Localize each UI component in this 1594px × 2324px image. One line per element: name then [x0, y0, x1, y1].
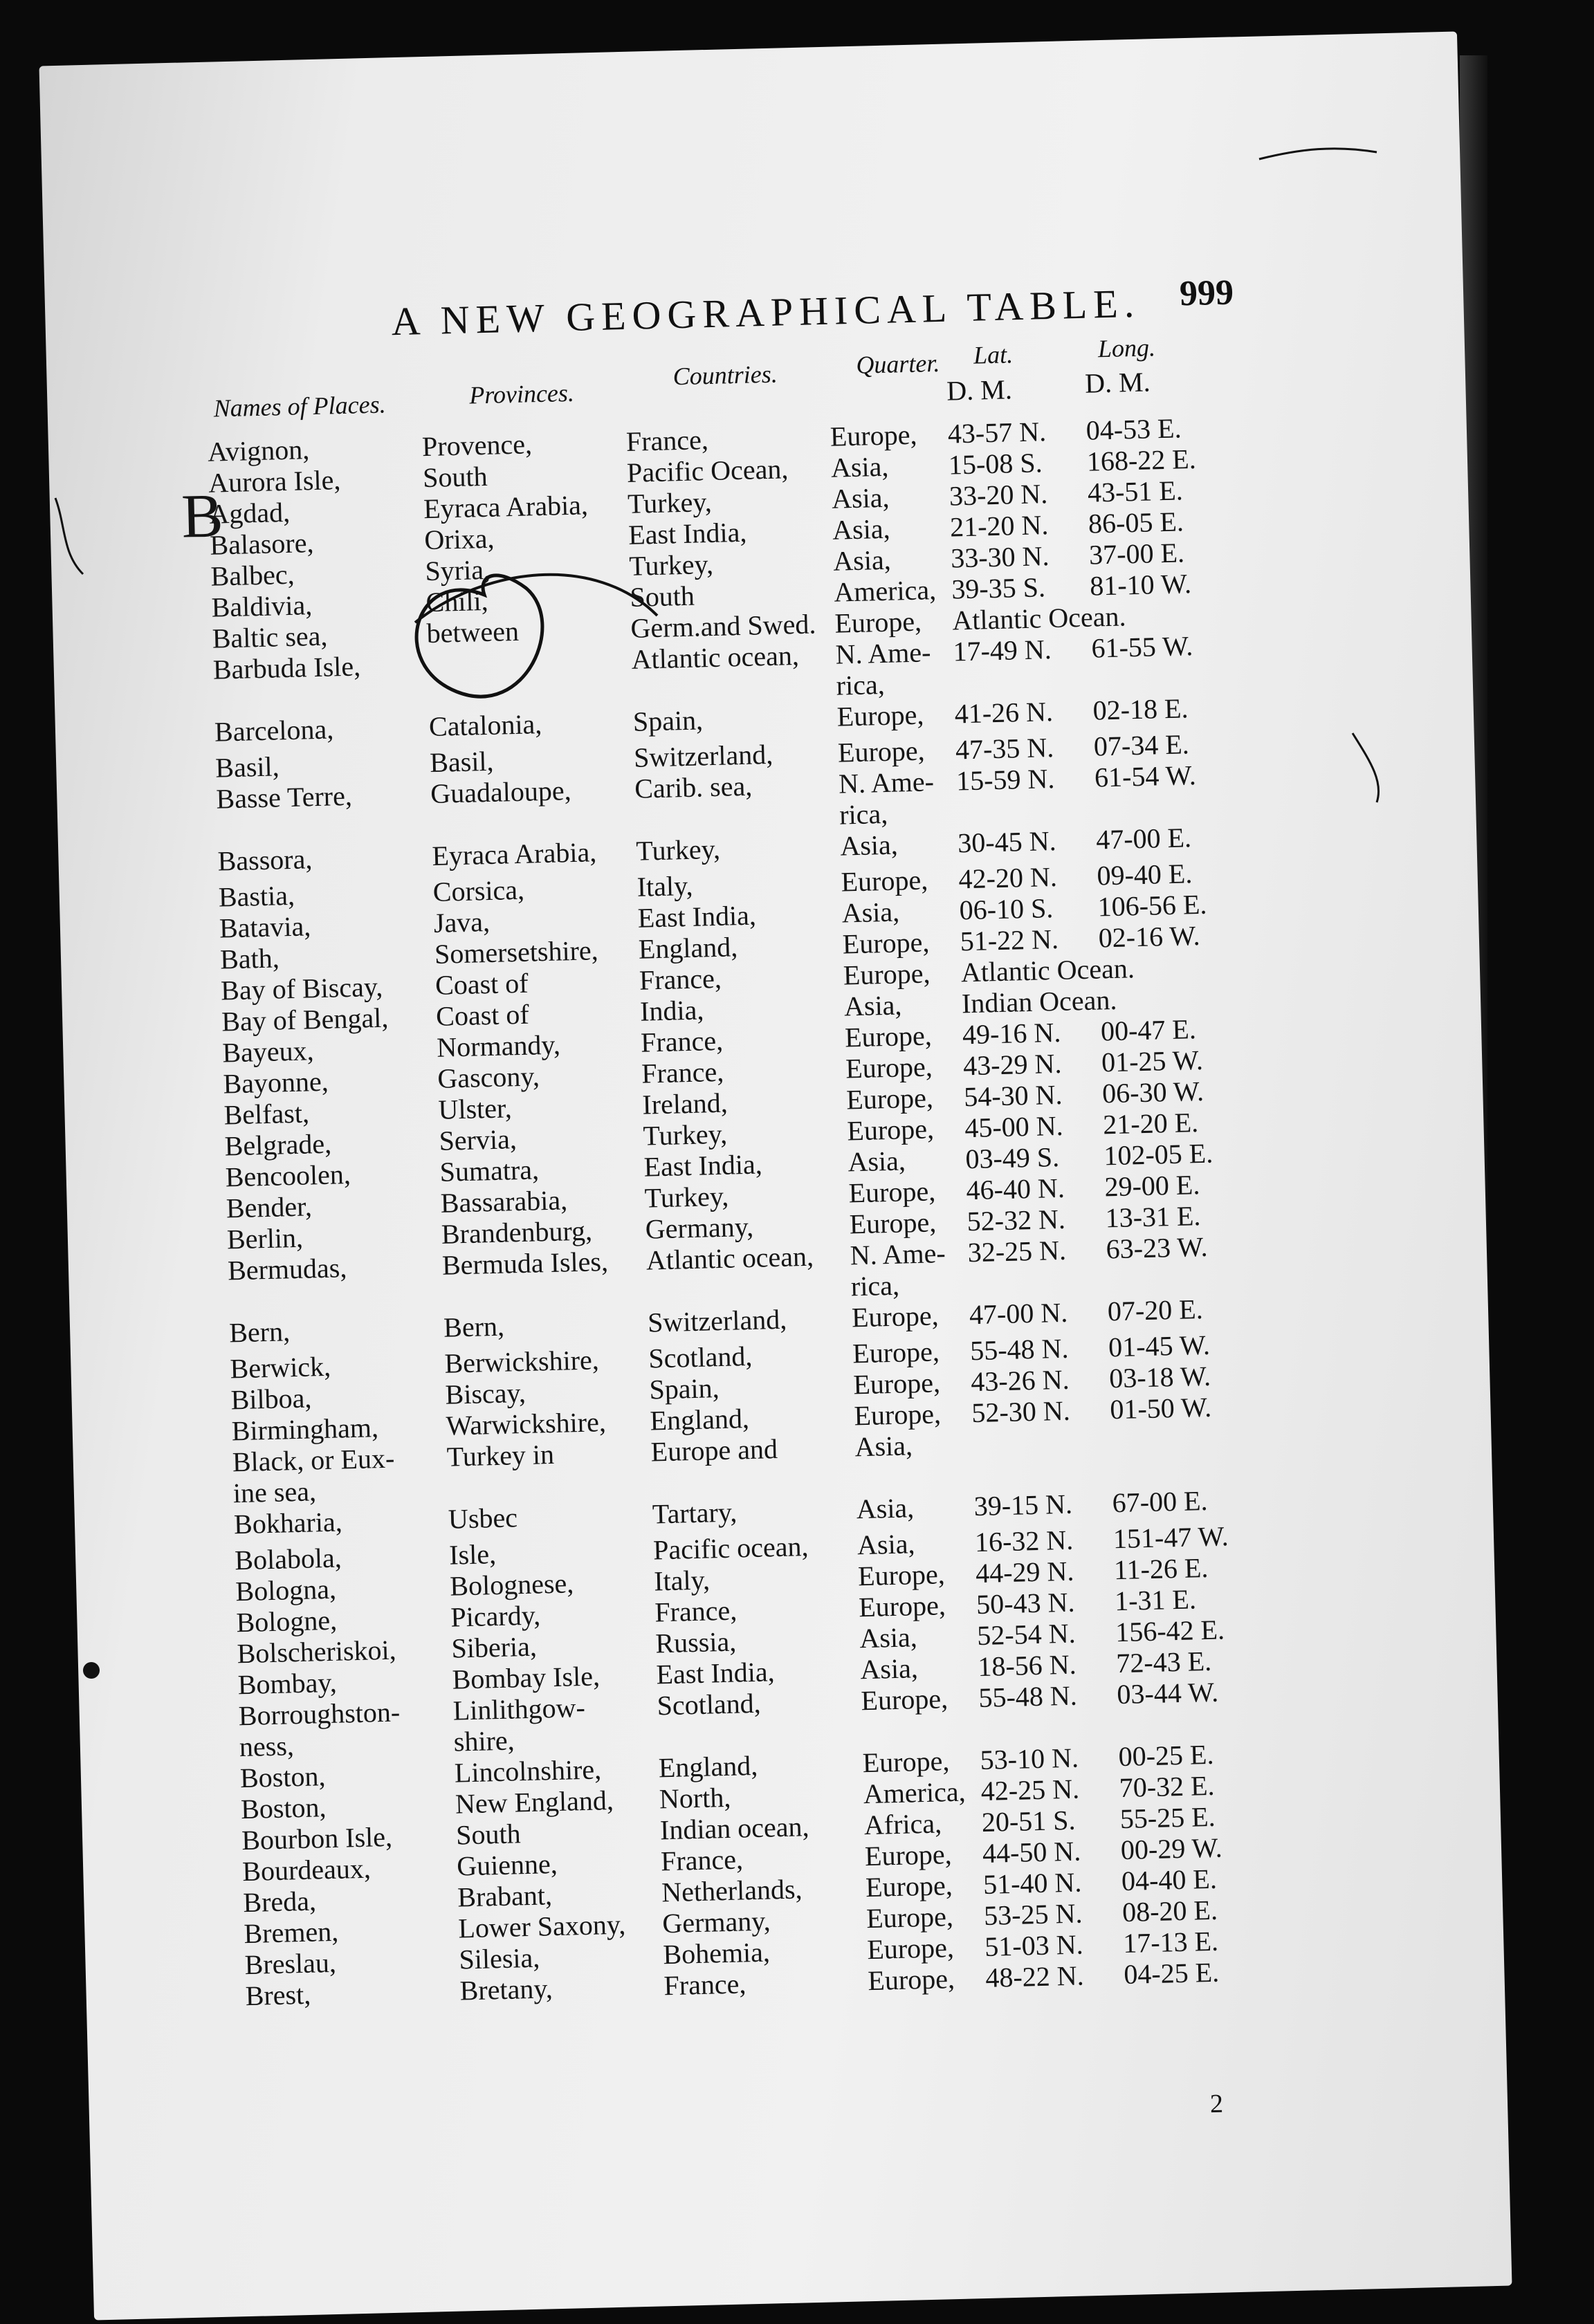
place-name: Belgrade, — [224, 1127, 332, 1162]
latitude: 39-15 N. — [973, 1488, 1073, 1522]
place-name: Birmingham, — [231, 1412, 379, 1447]
latitude: 51-03 N. — [984, 1928, 1084, 1962]
longitude: 00-47 E. — [1100, 1013, 1197, 1047]
province: Eyraca Arabia, — [432, 836, 597, 872]
longitude: 29-00 E. — [1103, 1169, 1200, 1203]
province: Gascony, — [437, 1060, 540, 1094]
place-name: Baltic sea, — [212, 620, 328, 654]
header-provinces: Provinces. — [468, 378, 575, 409]
latitude: 21-20 N. — [949, 509, 1049, 543]
longitude: 03-18 W. — [1108, 1360, 1211, 1394]
place-name: Basil, — [214, 750, 280, 784]
longitude: 43-51 E. — [1087, 474, 1184, 508]
place-name: Belfast, — [223, 1097, 310, 1131]
geographical-table — [48, 405, 1505, 2014]
country: East India, — [643, 1148, 763, 1183]
country: England, — [650, 1403, 750, 1437]
place-name: Bern, — [228, 1316, 291, 1349]
latitude: 33-30 N. — [950, 540, 1050, 574]
province: Java, — [433, 905, 491, 939]
latitude: 53-10 N. — [980, 1742, 1079, 1776]
place-name: Bombay, — [237, 1666, 338, 1701]
latitude: 32-25 N. — [967, 1234, 1067, 1269]
place-name: Baldivia, — [211, 589, 313, 623]
quarter: Europe, — [834, 605, 922, 639]
country: East India, — [627, 516, 747, 551]
province: Bretany, — [459, 1973, 553, 2007]
country: South — [629, 580, 695, 613]
quarter: Asia, — [839, 829, 899, 862]
longitude: 70-32 E. — [1119, 1769, 1216, 1804]
place-name: Bayonne, — [222, 1065, 329, 1100]
country: Ireland, — [641, 1087, 729, 1120]
quarter: Asia, — [856, 1528, 915, 1561]
quarter: Asia, — [859, 1621, 918, 1654]
province: Warwickshire, — [446, 1406, 607, 1441]
country: Turkey, — [627, 486, 713, 519]
province: South — [455, 1818, 522, 1851]
quarter: Asia, — [847, 1145, 906, 1178]
longitude: 67-00 E. — [1112, 1484, 1208, 1519]
latitude: 42-20 N. — [958, 860, 1058, 895]
place-name: Bourbon Isle, — [241, 1820, 393, 1856]
province: Brabant, — [457, 1879, 553, 1913]
province: Basil, — [429, 745, 495, 779]
quarter: Europe, — [861, 1683, 949, 1717]
latitude: Indian Ocean. — [961, 984, 1117, 1020]
province: Guadaloupe, — [430, 775, 572, 810]
country: Netherlands, — [661, 1873, 803, 1908]
place-name: Bender, — [226, 1190, 313, 1224]
latitude: 49-16 N. — [962, 1016, 1061, 1051]
province: Silesia, — [458, 1942, 540, 1975]
province: Berwickshire, — [443, 1344, 600, 1379]
quarter: rica, — [850, 1269, 900, 1302]
province: Siberia, — [451, 1630, 538, 1664]
place-name: ine sea, — [232, 1475, 317, 1509]
quarter: Europe, — [846, 1113, 935, 1147]
country: France, — [625, 424, 709, 457]
quarter: Asia, — [856, 1492, 915, 1525]
longitude: 21-20 E. — [1102, 1107, 1199, 1141]
latitude: 52-32 N. — [967, 1203, 1066, 1237]
header-lat: Lat. — [973, 340, 1014, 369]
latitude: 42-25 N. — [980, 1773, 1080, 1807]
book-page — [39, 31, 1512, 2320]
place-name: Bermudas, — [227, 1252, 347, 1286]
latitude: 50-43 N. — [975, 1586, 1075, 1621]
longitude: 61-55 W. — [1090, 630, 1193, 664]
latitude: 44-50 N. — [982, 1835, 1081, 1869]
latitude: 33-20 N. — [949, 478, 1048, 512]
quarter: Asia, — [843, 989, 902, 1022]
quarter: America, — [833, 574, 937, 608]
longitude: 156-42 E. — [1115, 1614, 1225, 1648]
country: East India, — [656, 1656, 776, 1690]
latitude: 46-40 N. — [966, 1172, 1065, 1206]
province: Chili, — [425, 584, 489, 618]
province: Orixa, — [423, 522, 495, 556]
longitude: 06-30 W. — [1101, 1075, 1204, 1109]
quarter: N. Ame- — [838, 766, 935, 800]
quarter: Europe, — [836, 699, 924, 732]
country: Europe and — [650, 1433, 778, 1468]
longitude: 151-47 W. — [1112, 1520, 1229, 1555]
place-name: Avignon, — [207, 434, 310, 468]
longitude: 02-18 E. — [1092, 692, 1189, 726]
place-name: Berlin, — [226, 1221, 304, 1255]
latitude: 43-26 N. — [970, 1363, 1070, 1398]
longitude: 07-34 E. — [1093, 728, 1190, 762]
country: France, — [660, 1843, 744, 1877]
longitude: 81-10 W. — [1089, 568, 1192, 602]
header-names: Names of Places. — [213, 390, 387, 423]
latitude: 48-22 N. — [984, 1959, 1085, 1993]
latitude: 43-57 N. — [947, 416, 1047, 450]
header-countries: Countries. — [672, 360, 778, 391]
place-name: Barbuda Isle, — [212, 650, 361, 685]
longitude: 13-31 E. — [1105, 1200, 1201, 1234]
province: Brandenburg, — [441, 1215, 593, 1250]
place-name: Bastia, — [218, 879, 295, 913]
longitude: 00-25 E. — [1118, 1738, 1214, 1773]
longitude: 37-00 E. — [1088, 537, 1185, 571]
page-header — [44, 216, 1461, 344]
province: Normandy, — [436, 1029, 561, 1063]
quarter: Asia, — [832, 513, 891, 546]
province: New England, — [455, 1784, 614, 1820]
quarter: Asia, — [832, 544, 892, 577]
country: Switzerland, — [647, 1303, 787, 1338]
quarter: Europe, — [867, 1963, 955, 1997]
quarter: Europe, — [866, 1932, 955, 1966]
country: Italy, — [636, 869, 693, 903]
province: Bern, — [443, 1310, 505, 1343]
country: Switzerland, — [633, 738, 773, 773]
latitude: 54-30 N. — [963, 1078, 1063, 1113]
latitude: 51-22 N. — [960, 923, 1059, 957]
quarter: rica, — [839, 797, 888, 831]
quarter: Europe, — [845, 1051, 933, 1085]
longitude: 61-54 W. — [1094, 759, 1197, 793]
country: Spain, — [648, 1372, 720, 1405]
latitude: 51-40 N. — [982, 1866, 1082, 1900]
quarter: Europe, — [842, 926, 930, 960]
place-name: Brest, — [245, 1978, 311, 2012]
place-name: Batavia, — [219, 910, 311, 944]
latitude: 15-08 S. — [948, 447, 1043, 481]
place-name: Agdad, — [208, 496, 291, 530]
latitude: 15-59 N. — [955, 762, 1055, 797]
page-number: 999 — [1179, 273, 1234, 314]
latitude: 45-00 N. — [964, 1109, 1064, 1144]
longitude: 09-40 E. — [1096, 858, 1193, 892]
country: Tartary, — [652, 1496, 738, 1530]
longitude: 72-43 E. — [1115, 1645, 1212, 1679]
quarter: Europe, — [865, 1870, 953, 1903]
country: Bohemia, — [662, 1936, 771, 1971]
country: Scotland, — [648, 1340, 753, 1374]
quarter: Asia, — [830, 450, 889, 483]
longitude: 11-26 E. — [1113, 1551, 1209, 1586]
latitude: 52-30 N. — [971, 1394, 1071, 1429]
quarter: Europe, — [865, 1901, 954, 1935]
quarter: rica, — [836, 668, 886, 701]
place-name: Barcelona, — [214, 713, 334, 748]
place-name: Bolscheriskoi, — [237, 1634, 397, 1670]
place-name: Balbec, — [210, 558, 295, 592]
latitude: Atlantic Ocean. — [960, 952, 1135, 988]
place-name: Bremen, — [243, 1915, 339, 1950]
province: Bolognese, — [449, 1567, 574, 1602]
province: Coast of — [435, 998, 530, 1032]
longitude: 02-16 W. — [1098, 919, 1200, 954]
place-name: Bay of Bengal, — [221, 1002, 389, 1038]
header-long: Long. — [1097, 333, 1156, 363]
province: Provence, — [421, 428, 533, 463]
latitude: 06-10 S. — [959, 892, 1054, 926]
place-name: Boston, — [240, 1791, 327, 1825]
country: Turkey, — [628, 548, 714, 582]
place-name: Bourdeaux, — [241, 1852, 372, 1888]
province: Bassarabia, — [440, 1184, 568, 1219]
page-signature: 2 — [1209, 2089, 1224, 2119]
latitude: 17-49 N. — [953, 634, 1052, 667]
place-name: Bassora, — [217, 843, 313, 877]
country: Russia, — [654, 1625, 737, 1659]
longitude: 04-53 E. — [1085, 412, 1182, 446]
province: Isle, — [448, 1538, 497, 1571]
country: England, — [638, 931, 738, 965]
province: Linlithgow- — [452, 1691, 586, 1726]
province: Somersetshire, — [434, 934, 599, 970]
quarter: Europe, — [857, 1558, 946, 1592]
country: Indian ocean, — [659, 1811, 809, 1846]
country: France, — [641, 1055, 724, 1089]
quarter: Europe, — [864, 1838, 953, 1872]
longitude: 55-25 E. — [1119, 1800, 1216, 1835]
quarter: N. Ame- — [835, 636, 931, 670]
quarter: Asia, — [859, 1652, 919, 1686]
province: Bermuda Isles, — [441, 1245, 609, 1281]
country: Germany, — [661, 1905, 771, 1939]
country: Pacific Ocean, — [626, 453, 789, 488]
country: Turkey, — [642, 1118, 728, 1152]
province: Lower Saxony, — [457, 1908, 626, 1944]
province: Ulster, — [437, 1092, 513, 1125]
country: France, — [654, 1594, 738, 1628]
latitude: 03-49 S. — [964, 1141, 1060, 1175]
quarter: Europe, — [858, 1589, 946, 1623]
longitude: 01-45 W. — [1108, 1329, 1211, 1363]
province: Syria, — [424, 553, 491, 587]
latitude: 41-26 N. — [954, 696, 1054, 730]
country: India, — [639, 994, 704, 1027]
quarter: Europe, — [851, 1300, 940, 1334]
quarter: America, — [863, 1776, 967, 1810]
country: Atlantic ocean, — [645, 1240, 814, 1276]
quarter: Europe, — [845, 1082, 934, 1116]
longitude: 04-40 E. — [1121, 1863, 1218, 1897]
place-name: Balasore, — [209, 527, 314, 561]
longitude: 17-13 E. — [1122, 1925, 1219, 1959]
quarter: Europe, — [848, 1175, 936, 1209]
latitude: 47-00 N. — [969, 1296, 1068, 1331]
place-name: Black, or Eux- — [232, 1442, 395, 1478]
country: Germ.and Swed. — [630, 608, 816, 644]
country: Turkey, — [635, 833, 721, 867]
province: Guienne, — [456, 1848, 558, 1882]
quarter: Europe, — [837, 735, 926, 768]
place-name: Borroughston- — [238, 1696, 401, 1732]
country: France, — [639, 962, 722, 996]
province: Picardy, — [450, 1599, 541, 1633]
country: Carib. sea, — [634, 770, 753, 804]
country: Pacific ocean, — [652, 1531, 809, 1566]
longitude: 168-22 E. — [1086, 443, 1197, 477]
longitude: 01-25 W. — [1101, 1044, 1204, 1078]
longitude: 01-50 W. — [1109, 1391, 1212, 1426]
country: France, — [640, 1024, 724, 1058]
place-name: Bologne, — [235, 1604, 338, 1639]
page-title: A NEW GEOGRAPHICAL TABLE. — [390, 280, 1141, 344]
province: Catalonia, — [428, 708, 542, 743]
country: Scotland, — [657, 1687, 762, 1722]
longitude: 1-31 E. — [1114, 1583, 1197, 1617]
quarter: Europe, — [849, 1206, 937, 1240]
place-name: Bath, — [219, 942, 280, 975]
place-name: Bologna, — [235, 1573, 337, 1607]
province: South — [422, 460, 488, 494]
province: Usbec — [448, 1502, 518, 1535]
longitude: 86-05 E. — [1088, 506, 1184, 540]
province: between — [426, 615, 520, 649]
place-name: Breslau, — [244, 1946, 337, 1981]
country: East India, — [637, 899, 757, 934]
place-name: Bayeux, — [221, 1035, 315, 1069]
place-name: Aurora Isle, — [208, 464, 341, 499]
latitude: 44-29 N. — [975, 1555, 1074, 1589]
country: North, — [659, 1781, 731, 1815]
place-name: Bilboa, — [230, 1382, 312, 1416]
latitude: 16-32 N. — [974, 1524, 1074, 1558]
quarter: Europe, — [852, 1367, 941, 1401]
country: Spain, — [632, 704, 704, 737]
place-name: Bokharia, — [233, 1506, 343, 1540]
header-long-units: D. M. — [1084, 366, 1151, 399]
quarter: N. Ame- — [850, 1237, 946, 1271]
place-name: Berwick, — [230, 1350, 331, 1385]
quarter: Europe, — [852, 1336, 940, 1370]
country: England, — [658, 1749, 758, 1784]
place-name: ness, — [239, 1730, 295, 1763]
longitude: 102-05 E. — [1103, 1137, 1213, 1172]
quarter: Africa, — [863, 1807, 942, 1841]
quarter: Europe, — [841, 864, 928, 898]
longitude: 63-23 W. — [1106, 1230, 1208, 1265]
longitude: 03-44 W. — [1116, 1676, 1219, 1710]
quarter: Europe, — [844, 1020, 933, 1053]
quarter: Europe, — [843, 957, 931, 991]
province: Sumatra, — [439, 1154, 540, 1188]
province: Eyraca Arabia, — [423, 489, 589, 525]
latitude: 55-48 N. — [978, 1679, 1078, 1714]
latitude: 39-35 S. — [951, 571, 1046, 605]
latitude: 43-29 N. — [962, 1047, 1062, 1082]
province: Corsica, — [432, 874, 525, 907]
quarter: Asia, — [831, 481, 890, 515]
latitude: 53-25 N. — [983, 1897, 1083, 1931]
longitude: 47-00 E. — [1095, 822, 1192, 856]
province: Turkey in — [446, 1438, 555, 1473]
country: Germany, — [645, 1210, 754, 1245]
latitude: 47-35 N. — [955, 731, 1054, 766]
header-lat-units: D. M. — [946, 374, 1013, 407]
country: France, — [663, 1968, 746, 2002]
province: shire, — [453, 1724, 515, 1758]
latitude: 30-45 N. — [957, 824, 1057, 859]
province: Coast of — [434, 967, 529, 1001]
place-name: Bencoolen, — [225, 1159, 351, 1193]
longitude: 04-25 E. — [1123, 1956, 1220, 1991]
header-quarter: Quarter. — [855, 349, 940, 379]
place-name: Basse Terre, — [215, 780, 353, 815]
quarter: Asia, — [841, 896, 900, 929]
province: Servia, — [439, 1123, 517, 1156]
latitude: 18-56 N. — [977, 1648, 1077, 1683]
quarter: Europe, — [853, 1398, 942, 1432]
longitude: 07-20 E. — [1107, 1293, 1204, 1327]
place-name: Bay of Biscay, — [220, 970, 383, 1006]
place-name: Boston, — [239, 1760, 326, 1794]
longitude: 08-20 E. — [1121, 1894, 1218, 1928]
country: Italy, — [653, 1564, 711, 1597]
longitude: 106-56 E. — [1097, 888, 1207, 923]
province: Lincolnshire, — [454, 1753, 602, 1789]
quarter: Europe, — [830, 418, 917, 452]
quarter: Asia, — [854, 1430, 913, 1463]
quarter: Europe, — [862, 1745, 950, 1779]
latitude: Atlantic Ocean. — [951, 600, 1126, 636]
latitude: 52-54 N. — [976, 1617, 1077, 1652]
drop-cap: B — [181, 481, 224, 551]
country: Turkey, — [644, 1180, 729, 1214]
latitude: 55-48 N. — [969, 1332, 1069, 1367]
province: Biscay, — [445, 1376, 526, 1410]
longitude: 00-29 W. — [1120, 1832, 1223, 1866]
province: Bombay Isle, — [452, 1660, 601, 1695]
country: Atlantic ocean, — [631, 639, 800, 675]
place-name: Breda, — [242, 1885, 317, 1919]
place-name: Bolabola, — [234, 1542, 342, 1576]
latitude: 20-51 S. — [981, 1804, 1077, 1838]
